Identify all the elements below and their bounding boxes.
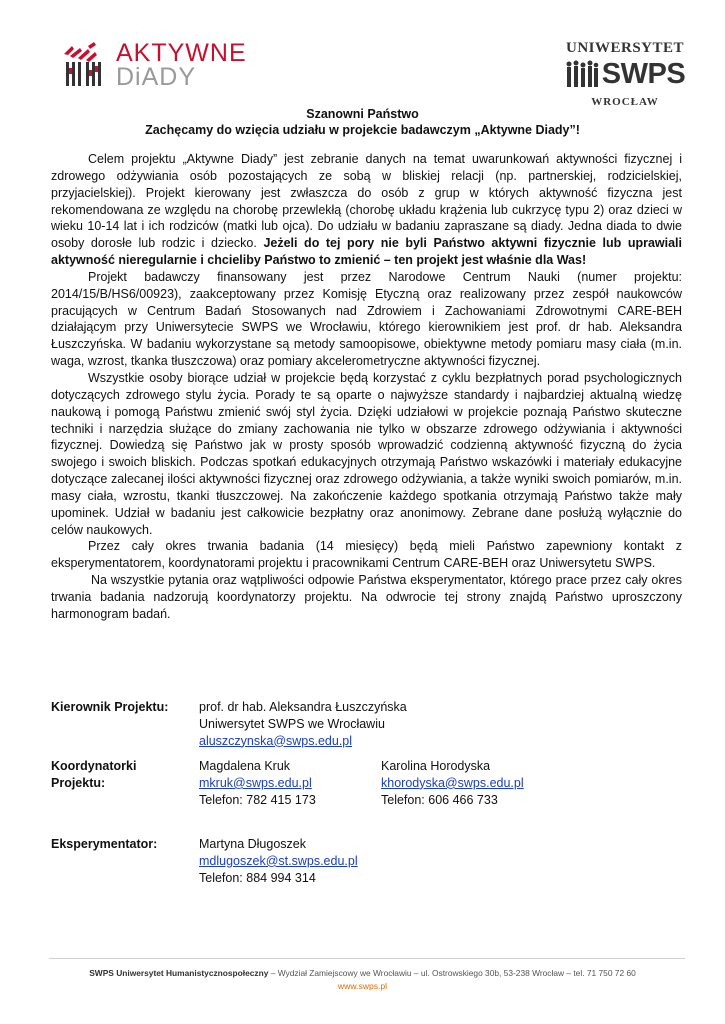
manager-block <box>199 699 407 749</box>
logo-text-swps: SWPS <box>601 58 686 90</box>
coordinator-name: Karolina Horodyska <box>381 759 491 773</box>
people-figures-icon <box>565 59 599 89</box>
logo-text-diady: DiADY <box>116 63 197 91</box>
coordinator-horodyska <box>381 758 524 808</box>
experimenter-name: Martyna Długoszek <box>199 837 306 851</box>
letter-body <box>51 151 682 623</box>
coordinator-name: Magdalena Kruk <box>199 759 291 773</box>
coordinators-label-line2: Projektu: <box>51 775 106 790</box>
paragraph-goal <box>51 151 682 269</box>
paragraph-goal-text: Celem projektu „Aktywne Diady” jest zebranie danych na temat uwarunkowań aktywności fizycznej i zdrowego odżywiania osób pozostających ze sobą w bliskiej relacji (np. partnerskiej, rodzicielskiej, przyjacielskiej). Projekt kierowany jest zwłaszcza do osób z grup w których aktywność fizyczna jest rekomendowana ze względu na chorobę przewlekłą (chorobę układu krążenia lub cukrzycę typu 2) oraz dzieci w wieku 10-14 lat i ich rodziców (matki lub ojca). Do udziału w badaniu zapraszane są diady. Jedna diada to dwie osoby dorosłe lub rodzic i dziecko. <box>51 152 682 251</box>
footer-divider <box>49 958 685 959</box>
paragraph-contact: Przez cały okres trwania badania (14 miesięcy) będą mieli Państwo zapewniony kontakt z eksperymentatorem, koordynatorami projektu i pracownikami Centrum CARE-BEH oraz Uniwersytetu SWPS. <box>51 539 682 571</box>
experimenter-block <box>199 836 358 886</box>
manager-label: Kierownik Projektu: <box>51 700 169 714</box>
manager-affiliation: Uniwersytet SWPS we Wrocławiu <box>199 716 385 731</box>
aktywne-diady-logo <box>58 40 248 92</box>
logo-text-aktywne: AKTYWNE <box>116 39 247 67</box>
footer-website-link[interactable]: www.swps.pl <box>337 981 388 991</box>
greeting-heading: Szanowni Państwo <box>306 107 419 121</box>
footer-org: SWPS Uniwersytet Humanistycznospołeczny <box>89 968 269 978</box>
paragraph-funding: Projekt badawczy finansowany jest przez Narodowe Centrum Nauki (numer projektu: 2014/15/B/HS6/00923), zaakceptowany przez Komisję Etyczną oraz realizowany przez zespół naukowców pracujących w Centrum Badań Stosowanych nad Zdrowiem i Zachowaniami Zdrowotnymi CARE-BEH działającym przy Uniwersytecie SWPS we Wrocławiu, którego kierownikiem jest prof. dr hab. Aleksandra Łuszczyńska. W badaniu wykorzystane są metody samoopisowe, obiektywne metody pomiaru masy ciała (m.in. waga, wzrost, tkanka tłuszczowa) oraz pomiary akcelerometryczne aktywności fizycznej. <box>51 269 682 369</box>
footer-address-line <box>0 967 725 980</box>
invitation-heading: Zachęcamy do wzięcia udziału w projekcie badawczym „Aktywne Diady”! <box>145 123 580 137</box>
experimenter-email-link[interactable]: mdlugoszek@st.swps.edu.pl <box>199 853 358 868</box>
coordinator-kruk <box>199 758 316 808</box>
coordinator-email-link[interactable]: khorodyska@swps.edu.pl <box>381 775 524 790</box>
coordinator-phone: Telefon: 606 466 733 <box>381 792 498 807</box>
experimenter-label: Eksperymentator: <box>51 837 158 851</box>
manager-email-link[interactable]: aluszczynska@swps.edu.pl <box>199 733 353 748</box>
logo-text-wroclaw: WROCŁAW <box>591 96 659 108</box>
coordinator-email-link[interactable]: mkruk@swps.edu.pl <box>199 775 312 790</box>
footer <box>0 967 725 993</box>
zebra-logo-icon <box>58 40 112 90</box>
paragraph-goal-emphasis: Jeżeli do tej pory nie byli Państwo aktywni fizycznie lub uprawiali aktywność nieregularnie i chcieliby Państwo to zmienić – ten projekt jest właśnie dla Was! <box>51 236 682 268</box>
paragraph-questions: Na wszystkie pytania oraz wątpliwości odpowie Państwa eksperymentator, którego prace przez cały okres trwania badania nadzorują koordynatorzy projektu. Na odwrocie tej strony znajdą Państwo uproszczony harmonogram badań. <box>51 573 682 621</box>
logo-text-uniwersytet: UNIWERSYTET <box>565 40 685 56</box>
coordinator-phone: Telefon: 782 415 173 <box>199 792 316 807</box>
footer-address: – Wydział Zamiejscowy we Wrocławiu – ul. Ostrowskiego 30b, 53-238 Wrocław – tel. 71 750 72 60 <box>268 968 636 978</box>
coordinators-label <box>51 758 191 792</box>
paragraph-benefits: Wszystkie osoby biorące udział w projekcie będą korzystać z cyklu bezpłatnych porad psychologicznych dotyczących zdrowego stylu życia. Porady te są oparte o najwyższe standardy i najbardziej aktualną wiedzę naukową i pomogą Państwu zmienić swój styl życia. Dzięki udziałowi w projekcie poznają Państwo skuteczne techniki i narzędzia służące do zmiany zachowania nie tylko w obszarze zdrowego odżywiania i aktywności fizycznej. Dowiedzą się Państwo jak w prosty sposób wprowadzić codzienną aktywność fizyczną do życia swojego i swoich bliskich. Podczas spotkań edukacyjnych otrzymają Państwo wskazówki i materiały edukacyjne dotyczące zalecanej ilości aktywności fizycznej oraz zdrowego odżywiania, a także wyniki swoich pomiarów, m.in. masy ciała, wzrostu, tkanki tłuszczowej. Na zakończenie każdego spotkania otrzymają Państwo także mały upominek. Udział w badaniu jest całkowicie bezpłatny oraz anonimowy. Zebrane dane posłużą wyłącznie do celów naukowych. <box>51 370 682 537</box>
swps-university-logo <box>562 40 688 110</box>
experimenter-phone: Telefon: 884 994 314 <box>199 870 316 885</box>
manager-name: prof. dr hab. Aleksandra Łuszczyńska <box>199 700 407 714</box>
coordinators-label-line1: Koordynatorki <box>51 759 137 773</box>
